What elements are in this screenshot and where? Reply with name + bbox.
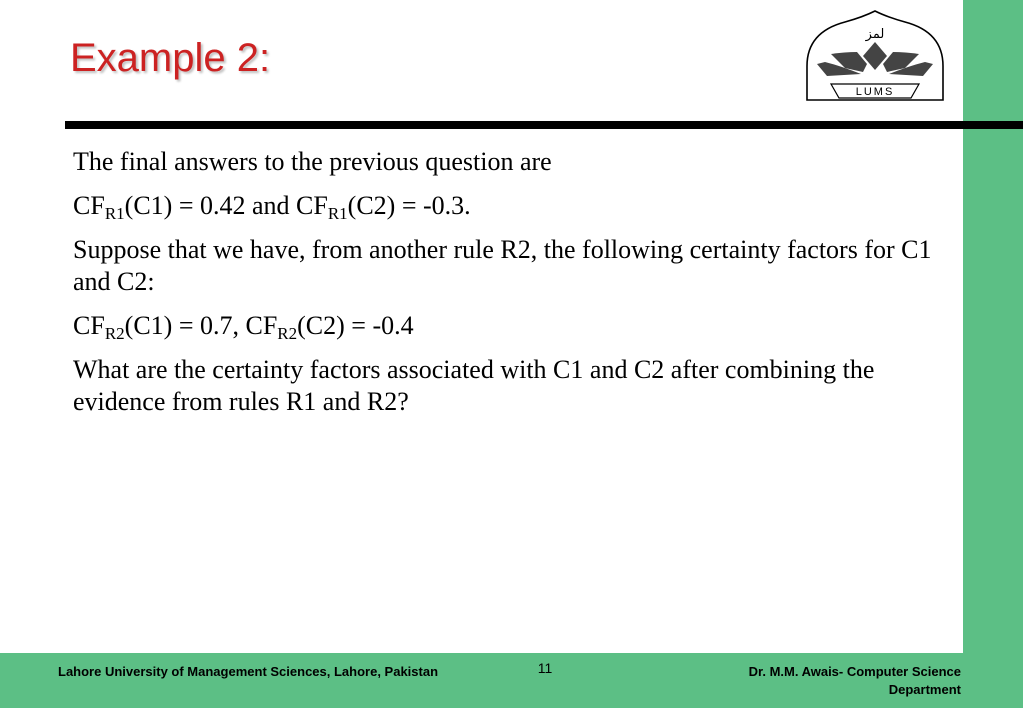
page-number: 11 (537, 660, 553, 676)
slide-body (73, 146, 953, 430)
cf-text: (C1) = 0.42 and CF (124, 191, 328, 220)
paragraph-r1-answers (73, 190, 953, 222)
cf-text: (C1) = 0.7, CF (124, 311, 278, 340)
right-decor-bar (963, 0, 1023, 708)
logo-text: LUMS (855, 86, 895, 98)
cf-subscript: R2 (104, 324, 125, 343)
cf-label: CF (73, 311, 105, 340)
paragraph-intro: The final answers to the previous question are (73, 147, 552, 176)
cf-text: (C2) = -0.4 (297, 311, 414, 340)
paragraph-suppose: Suppose that we have, from another rule R2, the following certainty factors for C1 and C2: (73, 235, 932, 296)
cf-subscript: R1 (104, 204, 125, 223)
paragraph-r2-values (73, 310, 953, 342)
footer-institution: Lahore University of Management Sciences, Lahore, Pakistan (58, 664, 439, 679)
paragraph-question: What are the certainty factors associated with C1 and C2 after combining the evidence from rules R1 and R2? (73, 355, 875, 416)
cf-label: CF (73, 191, 105, 220)
cf-subscript: R1 (327, 204, 348, 223)
logo-urdu-text: لمز (865, 27, 885, 42)
cf-subscript: R2 (277, 324, 298, 343)
footer-author: Dr. M.M. Awais- Computer Science Department (748, 664, 961, 697)
title-divider (65, 121, 1023, 129)
cf-text: (C2) = -0.3. (347, 191, 471, 220)
lums-logo-icon (805, 8, 945, 116)
slide-title: Example 2: (70, 36, 271, 80)
